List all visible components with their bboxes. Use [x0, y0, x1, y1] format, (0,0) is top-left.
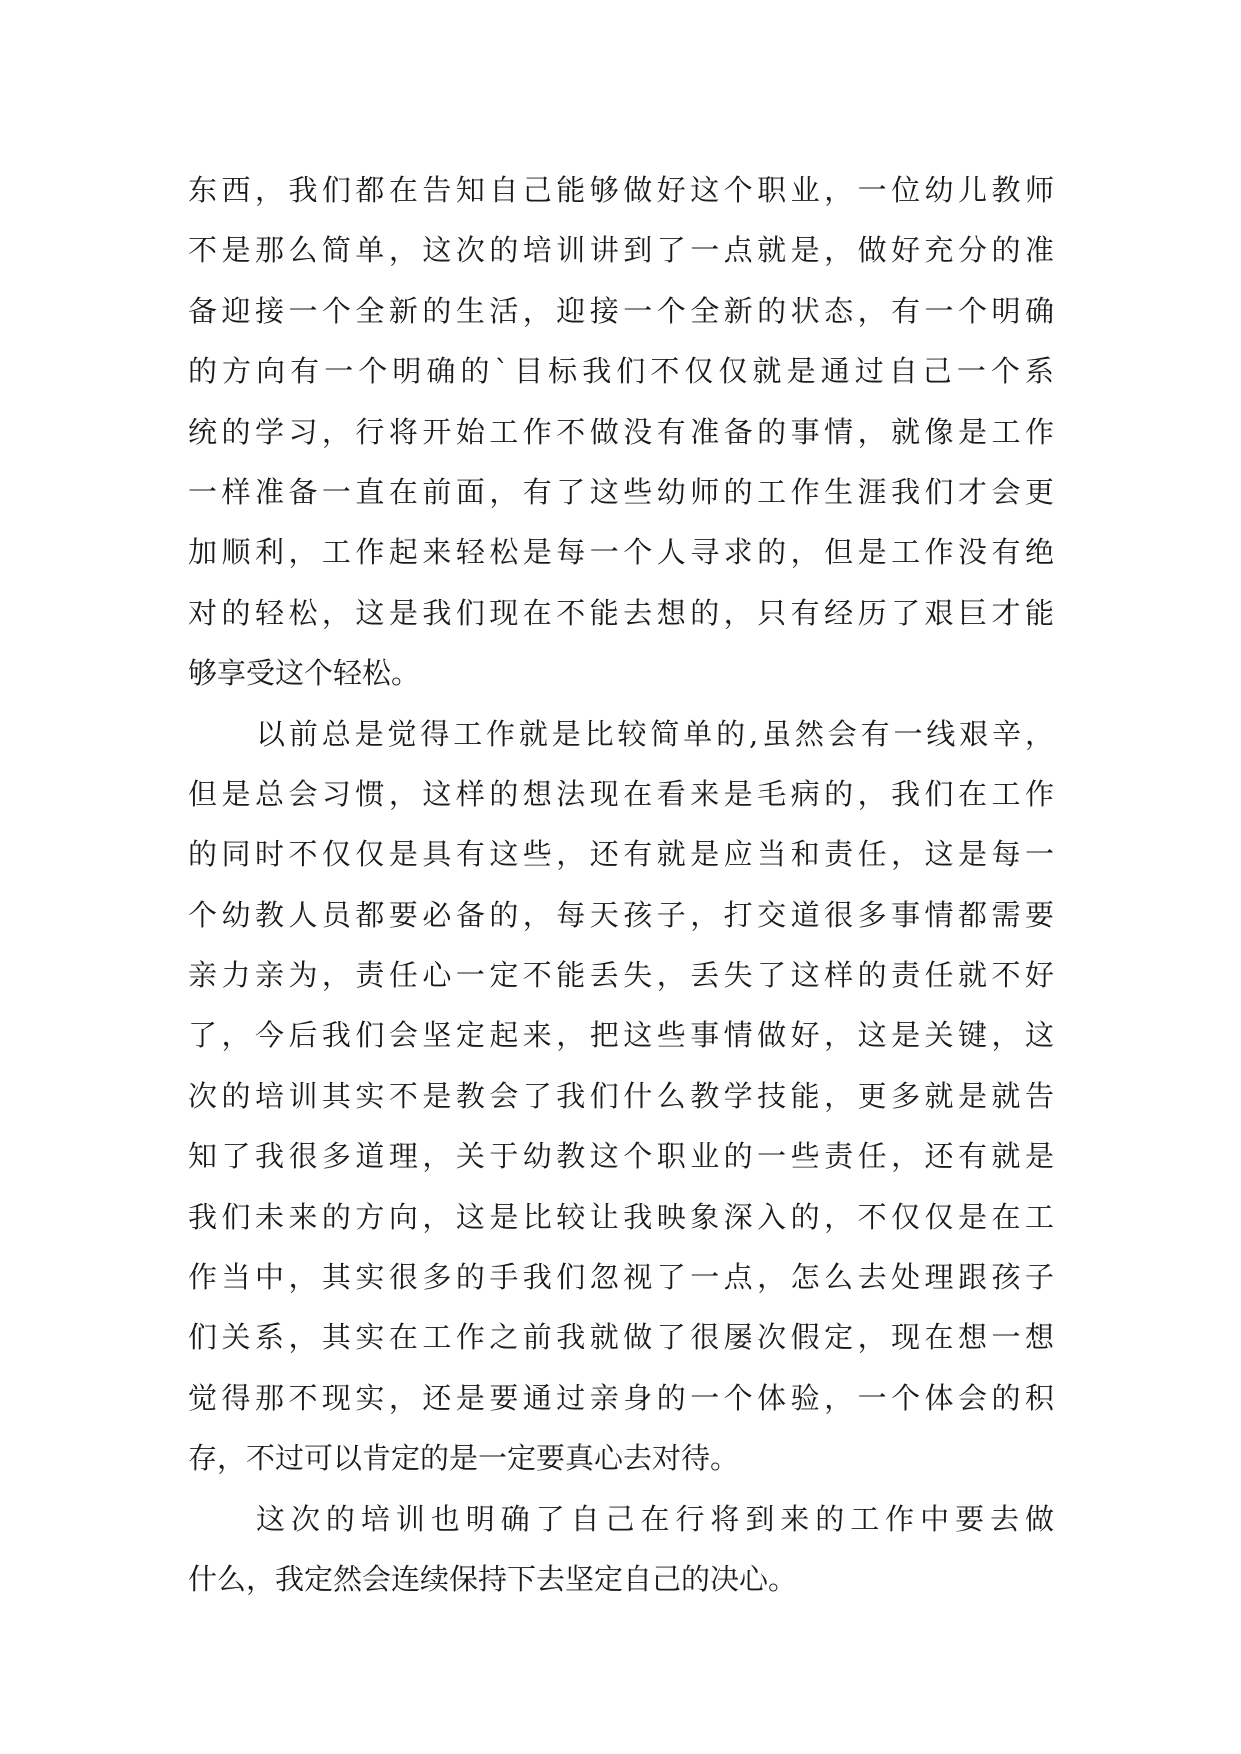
text-line: 一样准备一直在前面，有了这些幼师的工作生涯我们才会更: [188, 474, 1054, 509]
text-line: 知了我很多道理，关于幼教这个职业的一些责任，还有就是: [188, 1139, 1054, 1174]
text-line: 我们未来的方向，这是比较让我映象深入的，不仅仅是在工: [188, 1199, 1054, 1234]
text-line: 觉得那不现实，还是要通过亲身的一个体验，一个体会的积: [188, 1380, 1054, 1415]
paragraph-3: [188, 1489, 1054, 1610]
text-line: 统的学习，行将开始工作不做没有准备的事情，就像是工作: [188, 414, 1054, 449]
text-line: 够享受这个轻松。: [188, 656, 421, 691]
text-line: 加顺利，工作起来轻松是每一个人寻求的，但是工作没有绝: [188, 535, 1054, 570]
text-line: 备迎接一个全新的生活，迎接一个全新的状态，有一个明确: [188, 293, 1054, 328]
text-line: 作当中，其实很多的手我们忽视了一点，怎么去处理跟孩子: [188, 1260, 1054, 1295]
text-line: 对的轻松，这是我们现在不能去想的，只有经历了艰巨才能: [188, 595, 1054, 630]
text-line: 存，不过可以肯定的是一定要真心去对待。: [188, 1441, 740, 1476]
text-line: 以前总是觉得工作就是比较简单的,虽然会有一线艰辛，: [256, 716, 1054, 751]
text-line: 们关系，其实在工作之前我就做了很屡次假定，现在想一想: [188, 1320, 1054, 1355]
paragraph-2: [188, 704, 1054, 1489]
text-line: 东西，我们都在告知自己能够做好这个职业，一位幼儿教师: [188, 173, 1054, 207]
text-line: 亲力亲为，责任心一定不能丢失，丢失了这样的责任就不好: [188, 958, 1054, 993]
text-line: 个幼教人员都要必备的，每天孩子，打交道很多事情都需要: [188, 897, 1054, 932]
text-line: 了，今后我们会坚定起来，把这些事情做好，这是关键，这: [188, 1018, 1054, 1053]
text-line: 但是总会习惯，这样的想法现在看来是毛病的，我们在工作: [188, 776, 1054, 811]
text-line: 什么，我定然会连续保持下去坚定自己的决心。: [188, 1561, 798, 1596]
text-line: 次的培训其实不是教会了我们什么教学技能，更多就是就告: [188, 1078, 1054, 1113]
body-text: [188, 160, 1054, 1609]
paragraph-1: [188, 160, 1054, 704]
text-line: 的同时不仅仅是具有这些，还有就是应当和责任，这是每一: [188, 837, 1054, 872]
text-line: 的方向有一个明确的`目标我们不仅仅就是通过自己一个系: [188, 354, 1054, 389]
text-line: 这次的培训也明确了自己在行将到来的工作中要去做: [256, 1501, 1054, 1536]
text-line: 不是那么简单，这次的培训讲到了一点就是，做好充分的准: [188, 233, 1054, 268]
